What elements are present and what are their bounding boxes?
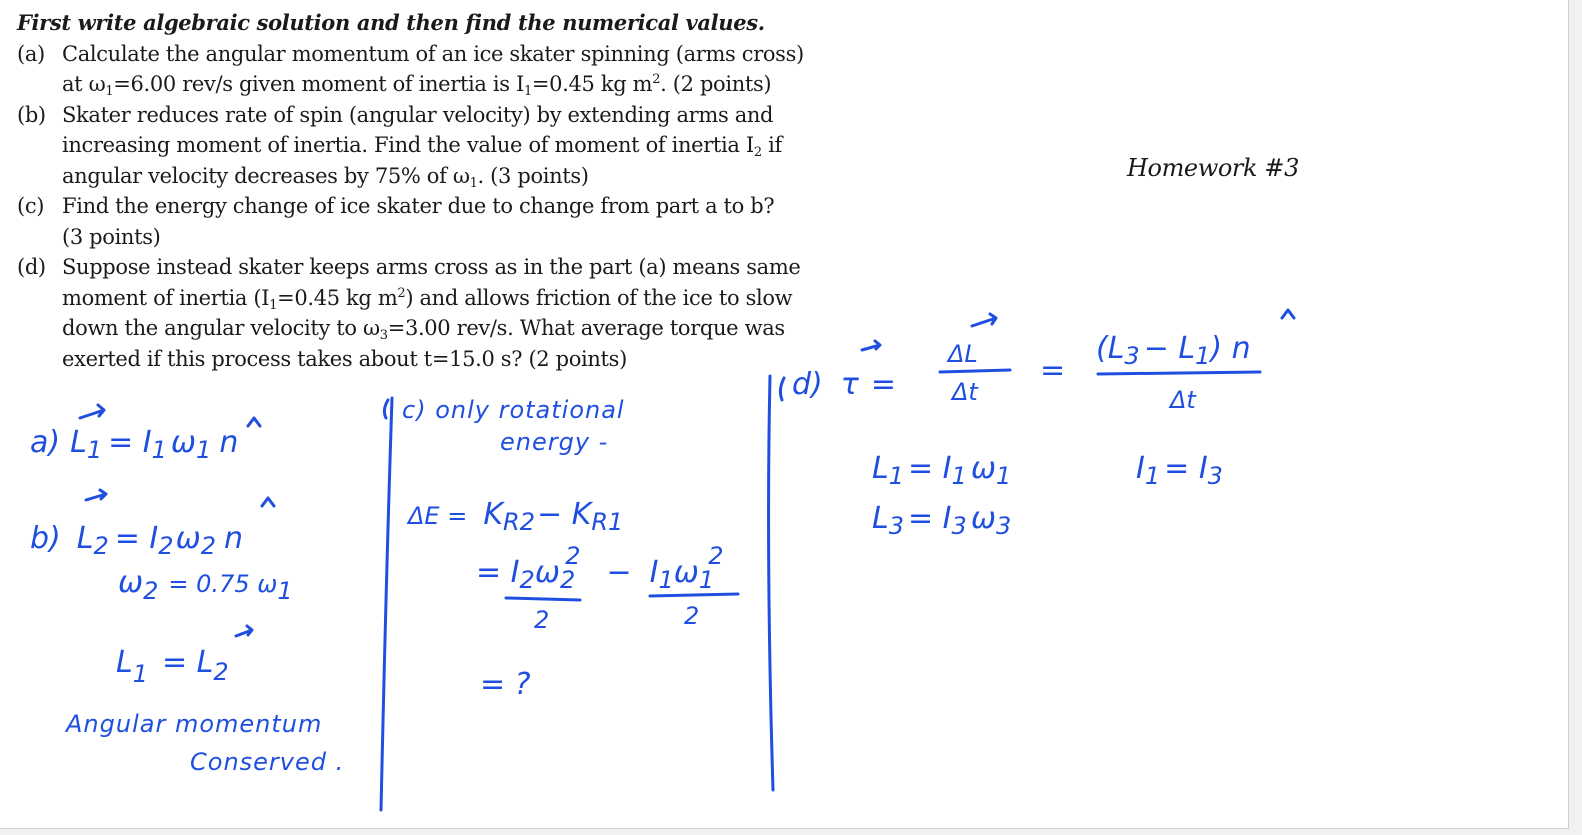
- ink-text: 2: [684, 602, 700, 630]
- work-part-b: [30, 490, 344, 776]
- fraction-bar: [940, 370, 1010, 372]
- bracket-mark: [384, 400, 388, 418]
- instructions-heading: First write algebraic solution and then find the numerical values.: [17, 10, 765, 35]
- ink-text: ΔL: [948, 340, 978, 368]
- ink-text: $L_3 = I_3$ $\omega_3$: [872, 501, 1012, 540]
- ink-text: d) τ =: [792, 367, 896, 402]
- fraction-bar: [650, 594, 738, 596]
- ink-text: $I_1 = I_3$: [1136, 451, 1223, 490]
- ink-text: 2: [534, 606, 550, 634]
- ink-text: $\Delta E = K_{R2}- K_{R1}$: [408, 497, 624, 536]
- bracket-mark: [780, 378, 784, 400]
- part-b-label: (b): [17, 102, 46, 127]
- ink-text: b) $L_2 = I_2\omega_2$ n: [30, 521, 243, 560]
- homework-title: Homework #3: [1127, 154, 1299, 182]
- ink-text: energy -: [500, 428, 609, 456]
- ink-text: $L_1 = L_2$: [116, 645, 229, 688]
- ink-text: a) $L_1 = I_1$ $\omega_1$ n: [30, 425, 239, 464]
- vector-arrow: [86, 490, 106, 500]
- hat-mark: [262, 498, 274, 506]
- part-a-label: (a): [17, 41, 45, 66]
- part-b-line: increasing moment of inertia. Find the value of moment of inertia $I_2$ if: [62, 133, 782, 160]
- ink-text: = ?: [480, 667, 531, 702]
- ink-text: $(L_3 - L_1)$ n: [1096, 331, 1251, 370]
- ink-text: Δt: [952, 378, 978, 406]
- work-part-c: [402, 396, 738, 702]
- part-b-line: Skater reduces rate of spin (angular velocity) by extending arms and: [62, 102, 774, 127]
- ink-text: $L_1 = I_1$ $\omega_1$: [872, 451, 1012, 490]
- ink-text: Angular momentum: [66, 710, 323, 738]
- ink-text: Conserved .: [190, 748, 345, 776]
- part-c-label: (c): [17, 194, 45, 218]
- part-d-line: Suppose instead skater keeps arms cross as in the part (a) means same: [62, 255, 801, 279]
- part-a-line: Calculate the angular momentum of an ice skater spinning (arms cross): [62, 41, 804, 66]
- fraction-bar: [1098, 372, 1260, 374]
- work-part-a: [30, 405, 260, 464]
- part-c-line: (3 points): [62, 224, 161, 249]
- hat-mark: [248, 418, 260, 426]
- ink-text: c) only rotational: [402, 396, 625, 424]
- fraction-bar: [506, 598, 580, 600]
- ink-text: $\omega_2$ $^{= 0.75 \omega}_1$: [118, 565, 293, 605]
- viewer-background: [0, 829, 1582, 835]
- part-d-line: exerted if this process takes about t=15.0 s? (2 points): [62, 346, 627, 371]
- ink-text: Δt: [1170, 386, 1196, 414]
- viewer-background: [1569, 0, 1582, 835]
- part-d-line: moment of inertia ($I_1=0.45$ kg $m^2$) and allows friction of the ice to slow: [62, 285, 793, 313]
- work-part-d: [792, 310, 1294, 540]
- part-d-label: (d): [17, 255, 46, 279]
- vector-arrow: [862, 341, 880, 350]
- divider-line: [769, 376, 773, 790]
- part-d-line: down the angular velocity to $\omega_3=3.00$ rev/s. What average torque was: [62, 316, 785, 343]
- part-a-line: at $\omega_1=6.00$ rev/s given moment of inertia is $I_1=0.45$ kg $m^2$. (2 points): [62, 72, 772, 99]
- part-b-line: angular velocity decreases by 75% of $\omega_1$. (3 points): [62, 163, 589, 191]
- vector-arrow: [80, 405, 104, 418]
- vector-arrow: [236, 626, 252, 636]
- ink-text: = $I_2\omega_22 - I_1\omega_12$: [476, 542, 724, 594]
- divider-line: [381, 398, 392, 810]
- part-c-line: Find the energy change of ice skater due to change from part a to b?: [62, 194, 775, 218]
- ink-text: =: [1040, 353, 1066, 388]
- hat-mark: [1282, 310, 1294, 318]
- vector-arrow: [972, 314, 996, 326]
